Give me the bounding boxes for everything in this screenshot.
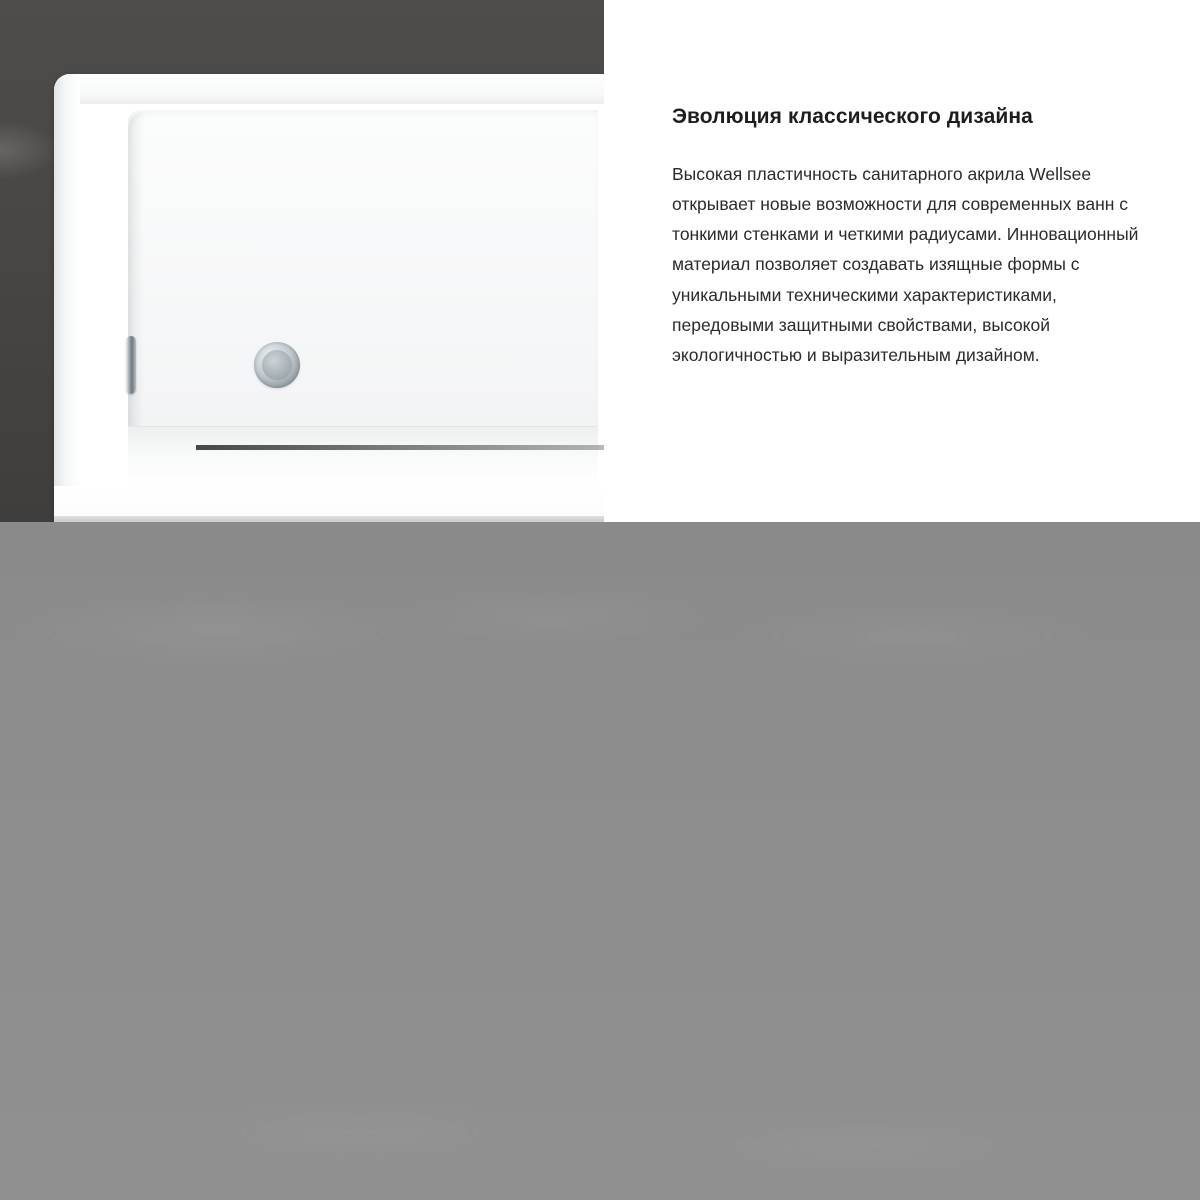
bathtub-rim-top xyxy=(54,74,604,104)
lower-grey-band xyxy=(0,522,1200,1200)
bathtub-basin xyxy=(128,110,598,466)
bathtub-shelf-line xyxy=(128,426,598,427)
bathtub-rim-left xyxy=(54,74,80,522)
body-paragraph: Высокая пластичность санитарного акрила Wellsee открывает новые возможности для современных ванн с тонкими стенками и четкими радиусами. Инновационный материал позволяет создавать изящные формы с уникальными техническими характеристиками, передовыми защитными свойствами, высокой экологичностью и выразительным дизайном. xyxy=(672,164,1139,365)
page-title: Эволюция классического дизайна xyxy=(672,105,1033,128)
copy-inner xyxy=(672,104,1158,370)
product-photo xyxy=(0,0,604,522)
drain-fitting-inner-icon xyxy=(262,350,292,380)
bathtub-basin-shadow xyxy=(128,110,144,466)
bathtub-image xyxy=(54,74,604,522)
bathtub-floor-shadow xyxy=(196,445,604,450)
hero-section xyxy=(0,0,1200,522)
bathtub-shelf xyxy=(128,426,598,486)
copy-pane xyxy=(604,0,1200,522)
lower-band-texture xyxy=(0,522,1200,1200)
overflow-lever-icon xyxy=(126,336,136,394)
backdrop-highlight xyxy=(0,120,60,180)
